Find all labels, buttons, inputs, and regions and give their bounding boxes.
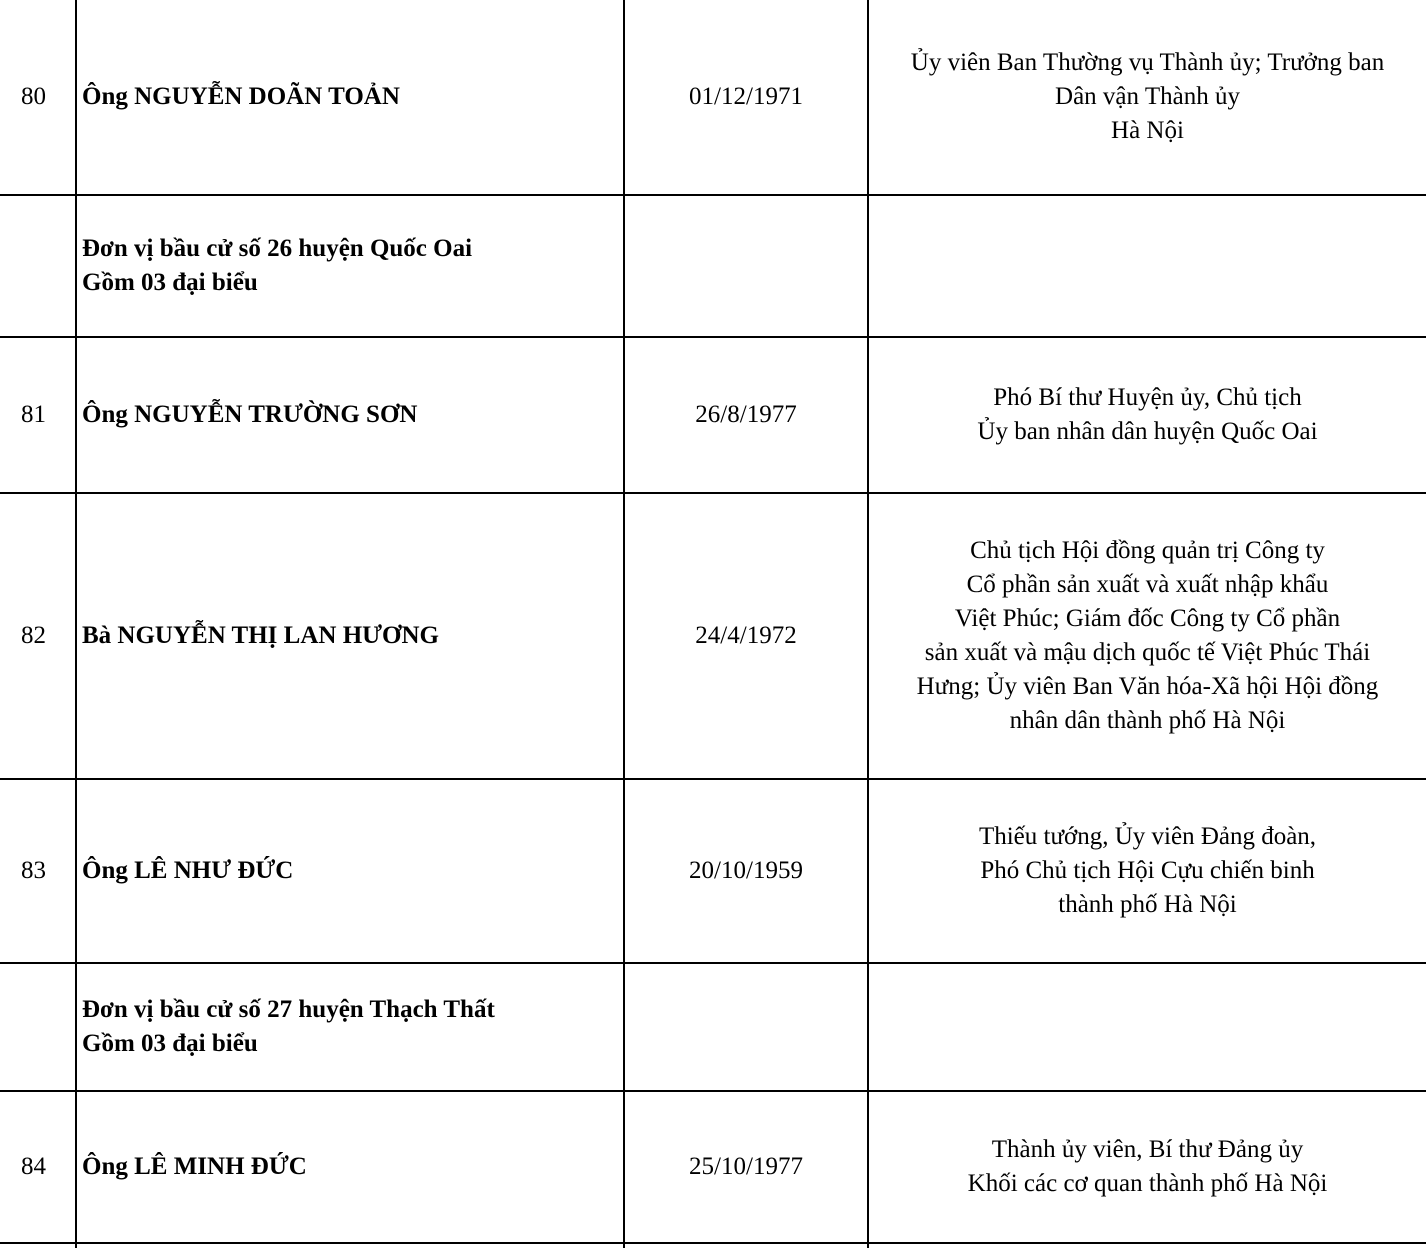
constituency-title: Đơn vị bầu cử số 27 huyện Thạch Thất: [82, 996, 495, 1023]
position-line: Thành ủy viên, Bí thư Đảng ủy: [991, 1136, 1304, 1163]
position-line: Chủ tịch Hội đồng quản trị Công ty: [970, 537, 1325, 564]
position-line: sản xuất và mậu dịch quốc tế Việt Phúc Thái: [924, 639, 1371, 666]
dob-cell: 20/10/1959: [623, 780, 867, 962]
name-cell: Ông LÊ MINH ĐỨC: [75, 1092, 623, 1242]
constituency-row: [0, 964, 1426, 1092]
dob-cell: [623, 196, 867, 336]
position-cell: [867, 196, 1426, 336]
dob-cell: 26/8/1977: [623, 338, 867, 492]
dob-cell: 24/4/1972: [623, 494, 867, 778]
dob-cell: [623, 964, 867, 1090]
position-line: Ủy viên Ban Thường vụ Thành ủy; Trưởng ban: [910, 49, 1385, 76]
position-line: Phó Chủ tịch Hội Cựu chiến binh: [980, 857, 1315, 884]
stt-cell: 82: [21, 622, 46, 649]
constituency-cell: [75, 964, 623, 1090]
position-line: Hưng; Ủy viên Ban Văn hóa-Xã hội Hội đồng: [916, 673, 1379, 700]
stt-cell: [0, 196, 75, 336]
position-line: Thiếu tướng, Ủy viên Đảng đoàn,: [978, 823, 1317, 850]
stt-cell: 80: [21, 83, 46, 110]
constituency-count: Gồm 03 đại biểu: [82, 269, 258, 296]
position-cell: [867, 1092, 1426, 1242]
position-line: Dân vận Thành ủy: [1055, 83, 1240, 110]
name-cell: [75, 1244, 623, 1248]
constituency-title: Đơn vị bầu cử số 26 huyện Quốc Oai: [82, 235, 473, 262]
position-line: Hà Nội: [1111, 117, 1184, 144]
stt-cell: 83: [21, 857, 46, 884]
position-line: Việt Phúc; Giám đốc Công ty Cổ phần: [954, 605, 1341, 632]
name-cell: Ông NGUYỄN DOÃN TOẢN: [75, 0, 623, 194]
position-line: Khối các cơ quan thành phố Hà Nội: [967, 1170, 1328, 1197]
name-cell: Bà NGUYỄN THỊ LAN HƯƠNG: [75, 494, 623, 778]
stt-cell: 81: [21, 401, 46, 428]
stt-cell: 84: [21, 1153, 46, 1180]
dob-cell: 25/10/1977: [623, 1092, 867, 1242]
dob-cell: [623, 1244, 867, 1248]
position-line: Phó Bí thư Huyện ủy, Chủ tịch: [993, 384, 1302, 411]
dob-cell: 01/12/1971: [623, 0, 867, 194]
table-row-partial: [0, 1244, 1426, 1248]
position-line: nhân dân thành phố Hà Nội: [1009, 707, 1286, 734]
position-line: Ủy ban nhân dân huyện Quốc Oai: [977, 418, 1318, 445]
position-cell: [867, 338, 1426, 492]
table-row: [0, 0, 1426, 196]
table-row: [0, 338, 1426, 494]
name-cell: Ông LÊ NHƯ ĐỨC: [75, 780, 623, 962]
stt-cell: [0, 964, 75, 1090]
position-cell: [867, 1244, 1426, 1248]
constituency-cell: [75, 196, 623, 336]
table-row: [0, 1092, 1426, 1244]
position-cell: [867, 964, 1426, 1090]
constituency-count: Gồm 03 đại biểu: [82, 1030, 258, 1057]
table-row: [0, 780, 1426, 964]
position-cell: [867, 494, 1426, 778]
stt-cell: [0, 1244, 75, 1248]
position-cell: [867, 780, 1426, 962]
position-line: thành phố Hà Nội: [1058, 891, 1237, 918]
position-cell: [867, 0, 1426, 194]
constituency-row: [0, 196, 1426, 338]
name-cell: Ông NGUYỄN TRƯỜNG SƠN: [75, 338, 623, 492]
table-row: [0, 494, 1426, 780]
position-line: Cổ phần sản xuất và xuất nhập khẩu: [966, 571, 1329, 598]
